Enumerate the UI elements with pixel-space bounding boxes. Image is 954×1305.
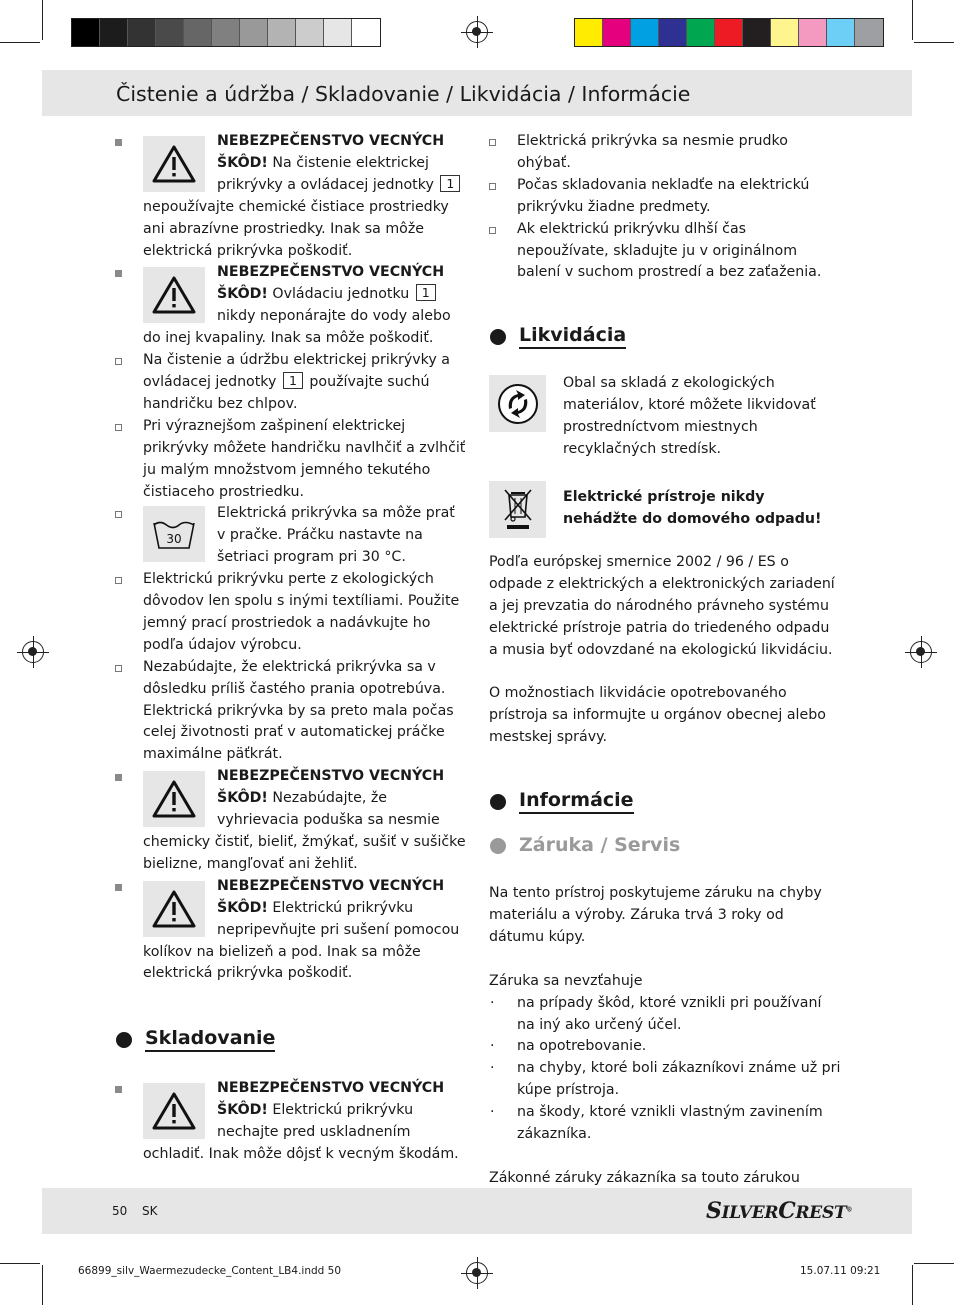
language-code: SK	[142, 1204, 158, 1218]
list-item	[115, 503, 467, 569]
square-bullet-icon	[115, 270, 122, 277]
list-item	[115, 657, 467, 767]
part-number-badge: 1	[440, 175, 460, 192]
square-bullet-icon	[115, 665, 122, 672]
not-covered-label: Záruka sa nevzťahuje	[489, 972, 643, 989]
warranty-text: Na tento prístroj poskytujeme záruku na chyby materiálu a výroby. Záruka trvá 3 roky od dátumu kúpy.	[489, 885, 822, 945]
square-bullet-icon	[115, 577, 122, 584]
list-item	[115, 350, 467, 416]
section-title: Skladovanie	[145, 1027, 275, 1052]
crop-mark	[914, 42, 954, 43]
color-swatch	[687, 19, 715, 46]
warning-icon	[143, 1083, 205, 1139]
registration-mark-icon	[910, 641, 932, 663]
section-title: Likvidácia	[519, 324, 626, 349]
square-bullet-icon	[115, 424, 122, 431]
crop-mark	[912, 0, 913, 40]
color-bar	[574, 18, 884, 47]
color-swatch	[240, 19, 268, 46]
list-item	[115, 766, 467, 876]
list-item	[115, 262, 467, 350]
warning-label: NEBEZPEČENSTVO VECNÝCH ŠKÔD!	[217, 877, 445, 916]
color-swatch	[296, 19, 324, 46]
list-item	[489, 131, 841, 175]
item-text: Elektrická prikrývka sa môže prať v pračke. Práčku nastavte na šetriaci program pri 30 °C.	[217, 505, 455, 566]
list-item: · na opotrebovanie.	[490, 1038, 647, 1055]
item-text: Počas skladovania nekladťe na elektrickú prikrývku žiadne predmety.	[517, 176, 810, 215]
color-swatch	[799, 19, 827, 46]
item-text: na škody, ktoré vznikli vlastným zavinením zákazníka.	[517, 1104, 823, 1143]
list-item: · na chyby, ktoré boli zákazníkovi známe už pri kúpe prístroja.	[490, 1060, 841, 1099]
item-text: Na čistenie elektrickej prikrývky a ovládacej jednotky	[217, 154, 434, 193]
file-slug: 66899_silv_Waermezudecke_Content_LB4.indd 50	[78, 1265, 342, 1277]
brand-logo: SILVERCREST®	[706, 1198, 853, 1224]
wash-temperature: 30	[166, 532, 182, 547]
square-bullet-icon	[489, 139, 496, 146]
crop-mark	[0, 42, 40, 43]
round-bullet-icon	[116, 1032, 132, 1048]
item-text: nepoužívajte chemické čistiace prostriedky ani abrazívne prostriedky. Inak sa môže elektrická prikrývka poškodiť.	[143, 198, 449, 259]
part-number-badge: 1	[416, 284, 436, 301]
color-swatch	[352, 19, 380, 46]
color-swatch	[575, 19, 603, 46]
warning-icon	[143, 881, 205, 937]
crossed-bin-icon	[489, 481, 546, 538]
color-swatch	[128, 19, 156, 46]
warning-label: NEBEZPEČENSTVO VECNÝCH ŠKÔD!	[217, 264, 445, 303]
warning-icon	[143, 267, 205, 323]
registration-mark-icon	[466, 21, 488, 43]
registration-mark-icon	[22, 641, 44, 663]
section-heading-disposal	[489, 324, 841, 349]
right-column	[489, 131, 841, 1212]
crop-mark	[42, 1265, 43, 1305]
color-swatch	[659, 19, 687, 46]
crop-mark	[42, 0, 43, 40]
color-swatch	[631, 19, 659, 46]
crop-mark	[912, 1265, 913, 1305]
item-text: Pri výraznejšom zašpinení elektrickej prikrývky môžete handričku navlhčiť a zvlhčiť ju malým množstvom jemného tekutého čistiaceho prostriedku.	[143, 417, 466, 500]
list-item	[115, 416, 467, 504]
list-item	[115, 569, 467, 657]
color-swatch	[827, 19, 855, 46]
item-text: Nezabúdajte, že elektrická prikrývka sa v dôsledku príliš častého prania opotrebúva. Elektrická prikrývka by sa preto mala počas celej životnosti prať v automatickej práčke maximálne päťkrát.	[143, 658, 454, 763]
warning-icon	[143, 771, 205, 827]
color-swatch	[603, 19, 631, 46]
color-swatch	[100, 19, 128, 46]
square-bullet-icon	[115, 139, 122, 146]
square-bullet-icon	[115, 511, 122, 518]
part-number-badge: 1	[283, 372, 303, 389]
round-bullet-icon	[490, 329, 506, 345]
square-bullet-icon	[489, 227, 496, 234]
square-bullet-icon	[115, 884, 122, 891]
list-item	[115, 1078, 467, 1166]
section-heading-information	[489, 789, 841, 814]
square-bullet-icon	[489, 183, 496, 190]
section-heading-storage	[115, 1027, 467, 1052]
legal-text: Zákonné záruky zákazníka sa touto zárukou	[489, 1169, 800, 1186]
list-item	[489, 175, 841, 219]
square-bullet-icon	[115, 1086, 122, 1093]
list-item: · na prípady škôd, ktoré vznikli pri používaní na iný ako určený účel.	[490, 994, 822, 1033]
washing-tub-icon	[143, 506, 205, 562]
weee-warning: Elektrické prístroje nikdy nehádžte do domového odpadu!	[563, 488, 822, 527]
square-bullet-icon	[115, 358, 122, 365]
item-text: Nezabúdajte, že vyhrievacia poduška sa nesmie chemicky čistiť, bieliť, žmýkať, sušiť v sušičke bielizne, mangľovať ani žehliť.	[143, 790, 466, 872]
item-text: používajte suchú handričku bez chlpov.	[143, 373, 430, 412]
item-text: Elektrickú prikrývku nepripevňujte pri sušení pomocou kolíkov na bielizeň a pod. Inak sa môže elektrická prikrývka poškodiť.	[143, 899, 460, 982]
square-bullet-icon	[115, 774, 122, 781]
grayscale-bar	[71, 18, 381, 47]
color-swatch	[156, 19, 184, 46]
color-swatch	[715, 19, 743, 46]
crop-mark	[914, 1263, 954, 1264]
warning-icon	[143, 136, 205, 192]
color-swatch	[184, 19, 212, 46]
item-text: na prípady škôd, ktoré vznikli pri používaní na iný ako určený účel.	[517, 994, 822, 1033]
item-text: na opotrebovanie.	[517, 1038, 647, 1055]
item-text: Ak elektrickú prikrývku dlhší čas nepoužívate, skladujte ju v originálnom balení v suchom prostredí a bez zaťaženia.	[517, 220, 822, 281]
item-text: na chyby, ktoré boli zákazníkovi známe už pri kúpe prístroja.	[517, 1060, 841, 1099]
warning-label: NEBEZPEČENSTVO VECNÝCH ŠKÔD!	[217, 768, 445, 807]
green-dot-recycling-icon	[489, 375, 546, 432]
item-text: nikdy neponárajte do vody alebo do inej kvapaliny. Inak sa môže poškodiť.	[143, 308, 451, 347]
round-bullet-icon	[490, 794, 506, 810]
recycling-info	[489, 375, 841, 461]
left-column	[115, 131, 467, 1166]
warning-label: NEBEZPEČENSTVO VECNÝCH ŠKÔD!	[217, 133, 445, 171]
list-item	[115, 131, 467, 262]
list-item	[489, 219, 841, 285]
item-text: Elektrická prikrývka sa nesmie prudko ohýbať.	[517, 133, 788, 171]
page-number: 50	[112, 1204, 128, 1218]
section-title: Záruka / Servis	[519, 834, 681, 857]
date-slug: 15.07.11 09:21	[800, 1265, 881, 1277]
page-title: Čistenie a údržba / Skladovanie / Likvidácia / Informácie	[116, 82, 691, 106]
color-swatch	[268, 19, 296, 46]
list-item: · na škody, ktoré vznikli vlastným zavinením zákazníka.	[490, 1104, 823, 1143]
directive-text: Podľa európskej smernice 2002 / 96 / ES o odpade z elektrických a elektronických zariadení a jej prevzatia do národného právneho systému elektrické prístroje patria do triedeného odpadu a musia byť odovzdané na ekologickú likvidáciu.	[489, 553, 835, 658]
round-bullet-icon	[490, 838, 506, 854]
warning-label: NEBEZPEČENSTVO VECNÝCH ŠKÔD!	[217, 1080, 445, 1119]
color-swatch	[212, 19, 240, 46]
authority-info-text: O možnostiach likvidácie opotrebovaného prístroja sa informujte u orgánov obecnej alebo mestskej správy.	[489, 685, 826, 746]
weee-info	[489, 481, 841, 538]
crop-mark	[0, 1263, 40, 1264]
recycling-text: Obal sa skladá z ekologických materiálov, ktoré môžete likvidovať prostredníctvom miestnych recyklačných stredísk.	[563, 375, 816, 458]
item-text: Na čistenie a údržbu elektrickej prikrývky a ovládacej jednotky	[143, 352, 450, 390]
color-swatch	[855, 19, 883, 46]
color-swatch	[324, 19, 352, 46]
section-title: Informácie	[519, 789, 634, 814]
item-text: Elektrickú prikrývku nechajte pred uskladnením ochladiť. Inak môže dôjsť k vecným škodám.	[143, 1102, 459, 1163]
item-text: Ovládaciu jednotku	[272, 286, 410, 303]
item-text: Elektrickú prikrývku perte z ekologických dôvodov len spolu s inými textíliami. Použite jemný prací prostriedok a nadávkujte ho podľa údajov výrobcu.	[143, 571, 460, 653]
list-item	[115, 876, 467, 986]
registration-mark-icon	[466, 1262, 488, 1284]
color-swatch	[72, 19, 100, 46]
color-swatch	[771, 19, 799, 46]
section-heading-warranty	[489, 834, 841, 857]
color-swatch	[743, 19, 771, 46]
